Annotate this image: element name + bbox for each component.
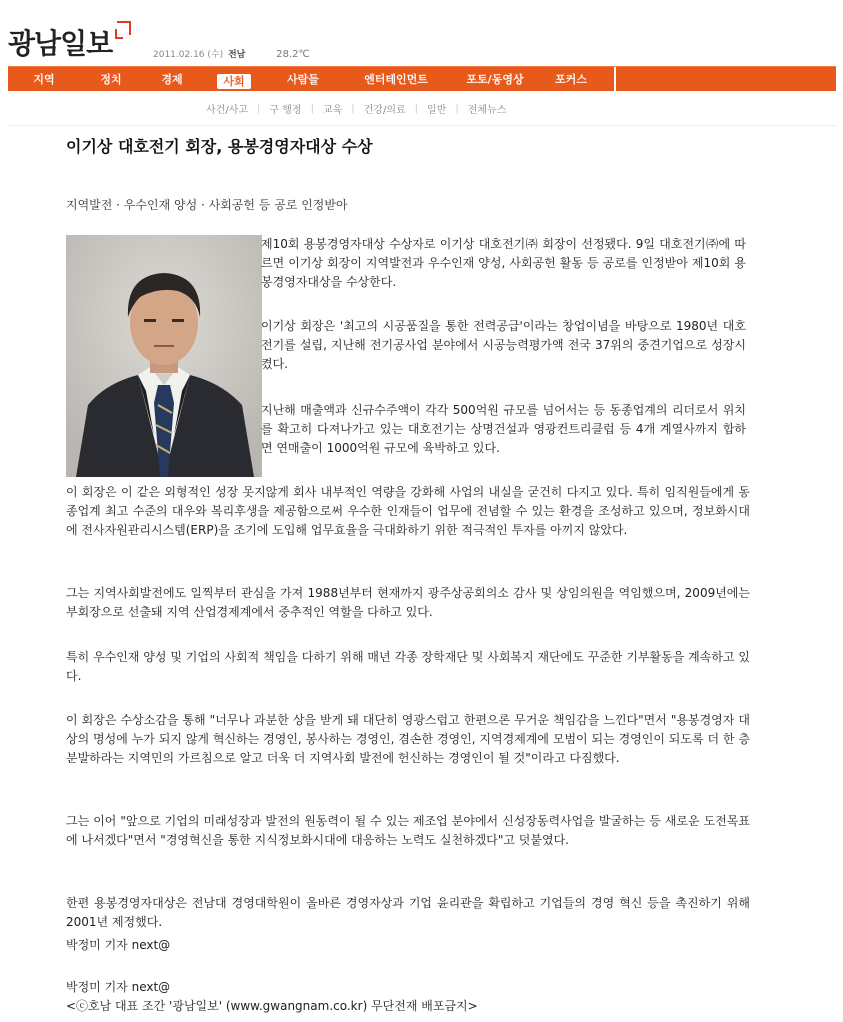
article-paragraph: 한편 용봉경영자대상은 전남대 경영대학원이 올바른 경영자상과 기업 윤리관을 확립하고 기업들의 경영 혁신 등을 촉진하기 위해 2001년 제정했다. [66,896,750,929]
nav-item-entertainment[interactable]: 엔터테인먼트 [364,73,428,86]
subnav-item-incidents[interactable]: 사건/사고 [206,104,249,116]
article-paragraph: 이 회장은 이 같은 외형적인 성장 못지않게 회사 내부적인 역량을 강화해 사업의 내실을 굳건히 다지고 있다. 특히 임직원들에게 동종업계 최고 수준의 대우와 복리후생을 제공함으로써 우수한 인재들이 업무에 전념할 수 있는 환경을 조성하고 있으며, 정보화시대에 전사자원관리시스템(ERP)을 조기에 도입해 업무효율을 극대화하기 위한 적극적인 투자를 아끼지 않았다. [66,485,750,537]
article-paragraph: 제10회 용봉경영자대상 수상자로 이기상 대호전기㈜ 회장이 선정됐다. 9일 대호전기㈜에 따르면 이기상 회장이 지역발전과 우수인재 양성, 사회공헌 활동 등 공로를 인정받아 제10회 용봉경영자대상을 수상한다. [261,237,746,289]
nav-item-local[interactable]: 지역 [33,73,55,86]
article-paragraph: 그는 지역사회발전에도 일찍부터 관심을 가져 1988년부터 현재까지 광주상공회의소 감사 및 상임의원을 역임했으며, 2009년에는 부회장으로 선출돼 지역 산업경제계에서 중추적인 역할을 다하고 있다. [66,586,750,619]
nav-item-economy[interactable]: 경제 [161,73,183,86]
article-headline: 이기상 대호전기 회장, 용봉경영자대상 수상 [66,137,373,156]
article-paragraph: 그는 이어 "앞으로 기업의 미래성장과 발전의 원동력이 될 수 있는 제조업 분야에서 신성장동력사업을 발굴하는 등 새로운 도전목표에 나서겠다"면서 "경영혁신을 통한 지식정보화시대에 대응하는 노력도 실천하겠다"고 덧붙였다. [66,814,750,847]
current-date: 2011.02.16 (수) [153,50,224,60]
logo-mark-icon [117,21,131,35]
copyright-notice: <ⓒ호남 대표 조간 '광남일보' (www.gwangnam.co.kr) 무단전재 배포금지> [66,999,478,1013]
article-byline-repeat: 박정미 기자 next@ [66,980,171,994]
nav-item-photo-video[interactable]: 포토/동영상 [466,73,524,86]
nav-item-society-wrap [202,70,266,89]
subnav-item-administration[interactable]: 구 행정 [269,104,302,116]
nav-item-politics[interactable]: 정치 [100,73,122,86]
nav-item-focus[interactable]: 포커스 [555,73,587,86]
weather-region: 전남 [227,50,246,60]
subnav-item-education[interactable]: 교육 [322,104,343,116]
main-nav-items [8,67,612,91]
sub-navigation: 사건/사고 | 구 행정 | 교육 | 건강/의료 | 일반 | 전체뉴스 [206,102,507,116]
subnav-item-general[interactable]: 일반 [427,104,447,116]
nav-divider [614,67,616,91]
article-paragraph: 이기상 회장은 '최고의 시공품질을 통한 전력공급'이라는 창업이념을 바탕으로 1980년 대호전기를 설립, 지난해 전기공사업 분야에서 시공능력평가액 전국 37위의 중견기업으로 성장시켰다. [261,319,746,371]
article-paragraph: 이 회장은 수상소감을 통해 "너무나 과분한 상을 받게 돼 대단히 영광스럽고 한편으론 무거운 책임감을 느낀다"면서 "용봉경영자 대상의 명성에 누가 되지 않게 혁신하는 경영인, 봉사하는 경영인, 겸손한 경영인, 지역경제계에 모범이 되는 경영인이 되도록 더 한 층 분발하라는 지역민의 가르침으로 알고 더욱 더 지역사회 발전에 헌신하는 경영인이 될 것"이라고 다짐했다. [66,713,750,765]
site-header [0,0,843,64]
site-logo[interactable]: 광남일보 [8,27,113,60]
subnav-divider [8,125,836,126]
subnav-item-all-news[interactable]: 전체뉴스 [467,104,507,116]
portrait-photo [66,235,262,477]
portrait-image [66,235,262,477]
dateline [153,47,310,60]
nav-item-society[interactable]: 사회 [217,74,250,89]
subnav-item-health[interactable]: 건강/의료 [363,104,406,116]
article-byline: 박정미 기자 next@ [66,938,171,952]
article-subhead: 지역발전 · 우수인재 양성 · 사회공헌 등 공로 인정받아 [66,198,348,212]
nav-item-people[interactable]: 사람들 [287,73,319,86]
main-navigation [8,66,836,91]
weather-temperature: 28.2℃ [276,49,310,60]
article-paragraph: 지난해 매출액과 신규수주액이 각각 500억원 규모를 넘어서는 등 동종업계의 리더로서 위치를 확고히 다져나가고 있는 대호전기는 상명건설과 영광컨트리클럽 등 4개 계열사까지 합하면 연매출이 1000억원 규모에 육박하고 있다. [261,403,746,455]
article-paragraph: 특히 우수인재 양성 및 기업의 사회적 책임을 다하기 위해 매년 각종 장학재단 및 사회복지 재단에도 꾸준한 기부활동을 계속하고 있다. [66,650,750,683]
